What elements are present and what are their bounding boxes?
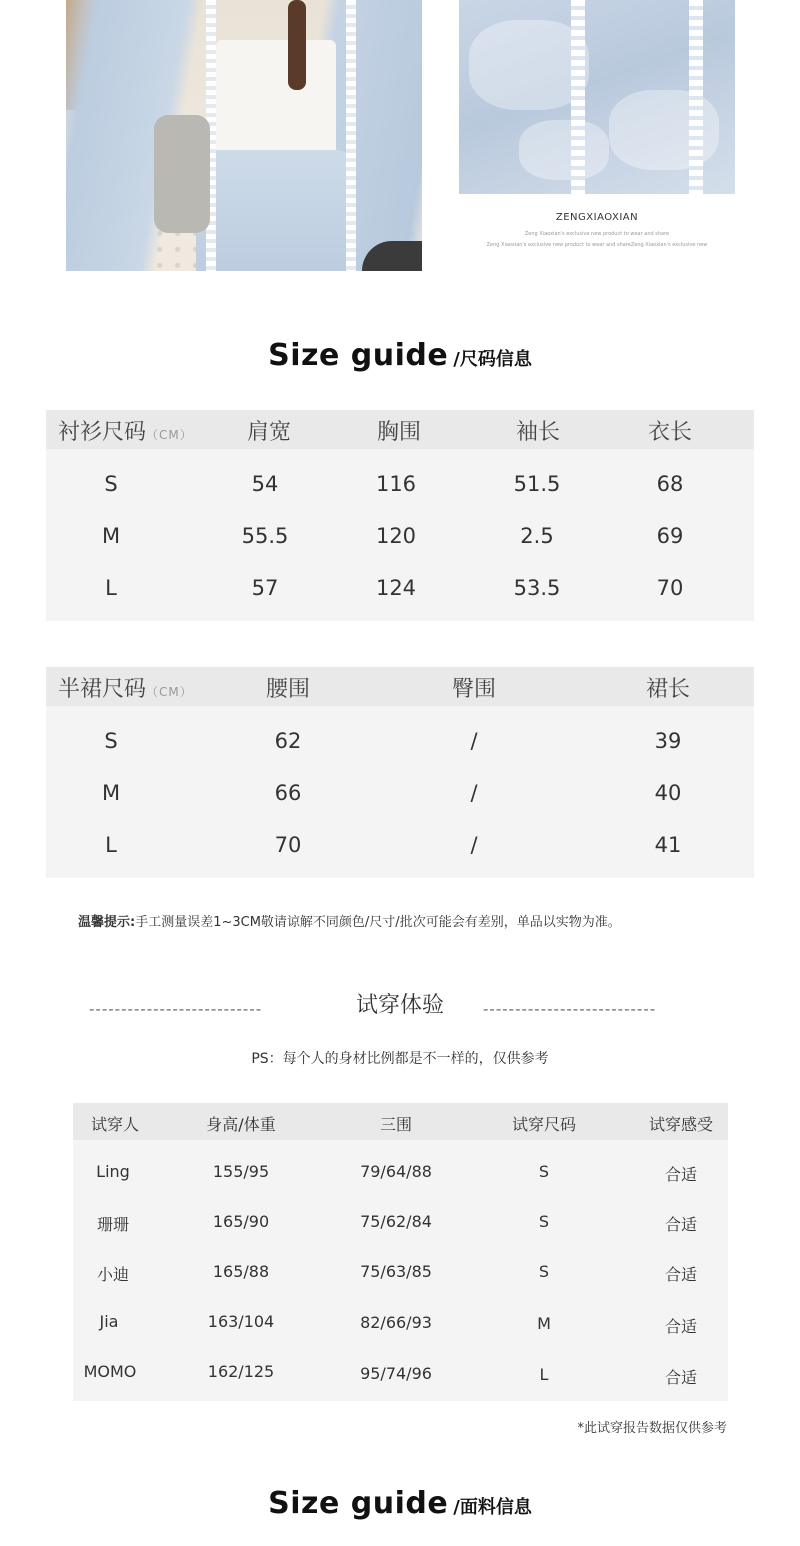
fabric-guide-title: Size guide xyxy=(268,1486,449,1521)
notice-label: 温馨提示: xyxy=(78,915,136,930)
try-on-heading xyxy=(0,988,800,1018)
try-col-header: 三围 xyxy=(379,1115,413,1134)
try-cell: 合适 xyxy=(664,1317,698,1336)
skirt-row-size: L xyxy=(105,833,117,857)
skirt-col-header: 裙长 xyxy=(645,677,691,702)
try-cell-name: Jia xyxy=(99,1312,119,1331)
shirt-cell: 57 xyxy=(251,576,279,600)
shirt-cell: 120 xyxy=(375,524,417,548)
skirt-cell: 39 xyxy=(654,729,682,753)
shirt-row-size: M xyxy=(101,524,121,548)
try-cell: S xyxy=(538,1262,550,1281)
shirt-size-table xyxy=(46,410,754,621)
try-cell: 79/64/88 xyxy=(360,1162,432,1181)
fabric-guide-subtitle: /面料信息 xyxy=(453,1497,532,1518)
notice-text: 手工测量误差1~3CM敬请谅解不同颜色/尺寸/批次可能会有差别，单品以实物为准。 xyxy=(135,915,621,930)
skirt-cell: 70 xyxy=(274,833,302,857)
try-cell: 合适 xyxy=(664,1265,698,1284)
skirt-col-header: 腰围 xyxy=(265,677,311,702)
try-cell: L xyxy=(539,1365,549,1384)
try-cell-name: Ling xyxy=(96,1162,130,1181)
try-cell: 162/125 xyxy=(207,1362,275,1381)
try-cell: M xyxy=(537,1314,551,1333)
size-guide-subtitle: /尺码信息 xyxy=(453,349,532,370)
shirt-col-header: 衣长 xyxy=(647,420,693,445)
skirt-cell: 66 xyxy=(274,781,302,805)
skirt-table-title: 半裙尺码（CM） xyxy=(58,677,193,702)
try-cell: 75/62/84 xyxy=(360,1212,432,1231)
try-cell: 163/104 xyxy=(207,1312,275,1331)
divider-left: --------------------------- xyxy=(89,1000,263,1018)
try-cell: 合适 xyxy=(664,1165,698,1184)
try-cell: 165/90 xyxy=(212,1212,270,1231)
shirt-cell: 51.5 xyxy=(513,472,561,496)
try-cell: 155/95 xyxy=(212,1162,270,1181)
skirt-cell: / xyxy=(470,729,478,753)
try-on-note: *此试穿报告数据仅供参考 xyxy=(577,1421,727,1436)
shirt-cell: 2.5 xyxy=(520,524,554,548)
shirt-row-size: S xyxy=(104,472,118,496)
skirt-cell: 62 xyxy=(274,729,302,753)
try-cell: S xyxy=(538,1212,550,1231)
try-cell: 82/66/93 xyxy=(360,1313,432,1332)
shirt-col-header: 肩宽 xyxy=(246,420,292,445)
size-guide-heading xyxy=(0,338,800,373)
try-cell-name: 小迪 xyxy=(96,1265,130,1284)
shirt-cell: 53.5 xyxy=(513,576,561,600)
skirt-cell: / xyxy=(470,833,478,857)
try-col-header: 试穿感受 xyxy=(648,1115,714,1134)
brand-name: ZENGXIAOXIAN xyxy=(555,212,639,223)
shirt-table-title: 衬衫尺码（CM） xyxy=(58,420,193,445)
try-col-header: 试穿人 xyxy=(90,1115,140,1134)
shirt-cell: 55.5 xyxy=(241,524,289,548)
try-cell: S xyxy=(538,1162,550,1181)
try-cell: 合适 xyxy=(664,1368,698,1387)
measurement-notice xyxy=(78,911,621,930)
skirt-cell: 41 xyxy=(654,833,682,857)
try-on-title: 试穿体验 xyxy=(355,993,444,1018)
try-cell: 合适 xyxy=(664,1215,698,1234)
skirt-col-header: 臀围 xyxy=(451,677,497,702)
skirt-cell: 40 xyxy=(654,781,682,805)
shirt-cell: 124 xyxy=(375,576,417,600)
try-cell: 75/63/85 xyxy=(360,1262,432,1281)
skirt-row-size: M xyxy=(101,781,121,805)
try-cell: 95/74/96 xyxy=(360,1364,432,1383)
try-col-header: 试穿尺码 xyxy=(511,1115,577,1134)
shirt-cell: 68 xyxy=(656,472,684,496)
try-on-table xyxy=(73,1103,728,1401)
brand-tagline-1: Zeng Xiaoxian's exclusive new product to wear and share xyxy=(524,231,670,237)
try-on-ps: PS：每个人的身材比例都是不一样的，仅供参考 xyxy=(251,1051,549,1067)
skirt-row-size: S xyxy=(104,729,118,753)
shirt-cell: 54 xyxy=(251,472,279,496)
skirt-size-table xyxy=(46,667,754,878)
shirt-row-size: L xyxy=(105,576,117,600)
shirt-col-header: 袖长 xyxy=(515,420,561,445)
try-cell: 165/88 xyxy=(212,1262,270,1281)
size-guide-title: Size guide xyxy=(268,338,449,373)
shirt-col-header: 胸围 xyxy=(376,420,422,445)
try-cell-name: 珊珊 xyxy=(96,1215,130,1234)
skirt-cell: / xyxy=(470,781,478,805)
shirt-cell: 116 xyxy=(375,472,417,496)
shirt-cell: 70 xyxy=(656,576,684,600)
divider-right: --------------------------- xyxy=(483,1000,657,1018)
product-photo-left xyxy=(66,0,422,271)
try-cell-name: MOMO xyxy=(83,1362,137,1381)
shirt-cell: 69 xyxy=(656,524,684,548)
try-col-header: 身高/体重 xyxy=(206,1115,276,1134)
brand-tagline-2: Zeng Xiaoxian's exclusive new product to wear and shareZeng Xiaoxian's exclusive new xyxy=(486,242,708,248)
product-photo-right xyxy=(459,0,735,194)
fabric-guide-heading xyxy=(0,1486,800,1521)
